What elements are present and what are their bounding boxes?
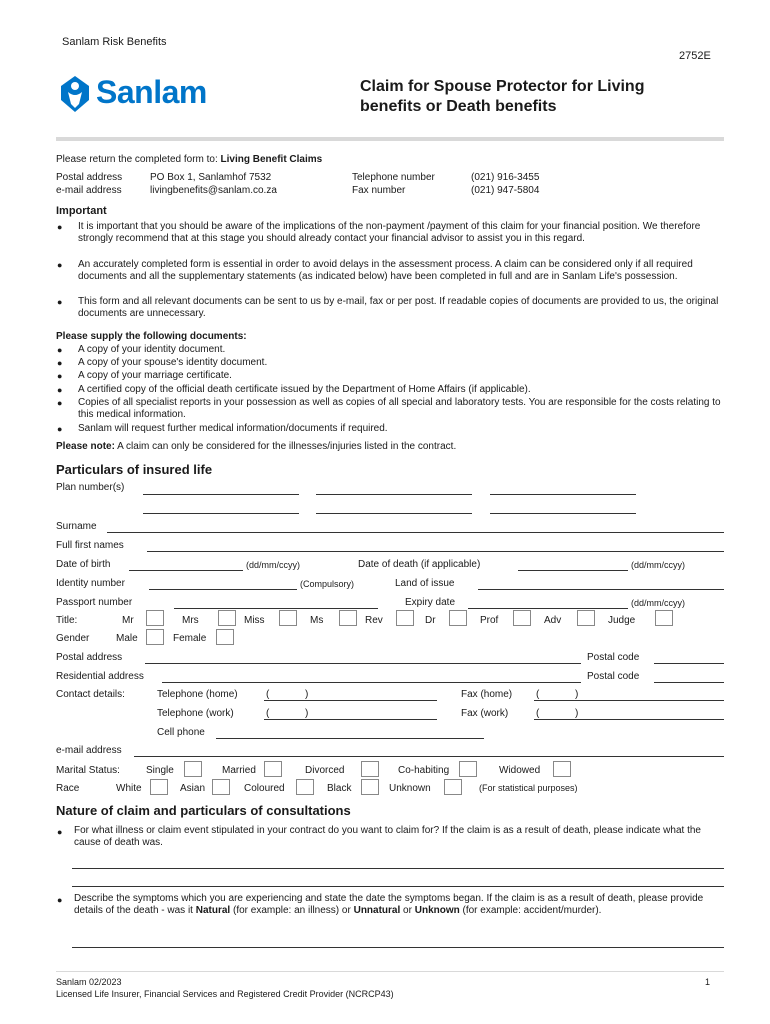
please-note	[56, 441, 456, 452]
important-heading: Important	[56, 205, 107, 217]
title-miss-label: Miss	[244, 615, 265, 626]
dod-format: (dd/mm/ccyy)	[631, 560, 685, 570]
tel-work-label: Telephone (work)	[157, 708, 234, 719]
postal-address-field[interactable]	[145, 663, 581, 664]
marital-married-label: Married	[222, 765, 256, 776]
logo-text: Sanlam	[96, 74, 207, 110]
postal-code-label: Postal code	[587, 652, 640, 663]
sanlam-shield-icon	[58, 74, 92, 114]
first-names-field[interactable]	[147, 551, 724, 552]
important-item-1: It is important that you should be aware of the implications of the non-payment /payment of this claim for your financial position. We therefore strongly recommend that at this stage you should already contact your financial advisor to assist you in this regard.	[78, 221, 701, 244]
marital-widowed-checkbox[interactable]	[553, 761, 571, 777]
dod-label: Date of death (if applicable)	[358, 559, 481, 570]
footer-divider	[56, 971, 724, 972]
q2-text-1: Describe the symptoms which you are experiencing and state the date the symptoms began. If the claim is as a result of death, please provide details of the death - was it	[74, 893, 704, 916]
cell-phone-label: Cell phone	[157, 727, 205, 738]
documents-heading: Please supply the following documents:	[56, 331, 247, 342]
company-name: Sanlam Risk Benefits	[62, 36, 167, 48]
first-names-label: Full first names	[56, 540, 124, 551]
compulsory-note: (Compulsory)	[300, 579, 355, 589]
return-recipient: Living Benefit Claims	[220, 154, 323, 165]
plan-number-field-3[interactable]	[490, 494, 636, 495]
marital-cohabiting-label: Co-habiting	[398, 765, 450, 776]
fax-label: Fax number	[352, 185, 406, 196]
land-of-issue-label: Land of issue	[395, 578, 455, 589]
document-item-5: Copies of all specialist reports in your possession as well as copies of all special and laboratory tests. You are responsible for the costs relating to this medical information.	[78, 397, 721, 420]
bullet-icon: ●	[57, 358, 63, 368]
title-rev-label: Rev	[365, 615, 383, 626]
title-mrs-label: Mrs	[182, 615, 199, 626]
marital-single-label: Single	[146, 765, 174, 776]
tel-work-field[interactable]	[264, 719, 437, 720]
statistical-purposes-note: (For statistical purposes)	[479, 783, 578, 793]
postal-address-label: Postal address	[56, 652, 123, 663]
nature-heading: Nature of claim and particulars of consultations	[56, 803, 351, 818]
race-black-label: Black	[327, 783, 352, 794]
tel-label: Telephone number	[352, 172, 435, 183]
race-unknown-checkbox[interactable]	[444, 779, 462, 795]
q2-text-3: (for example: accident/murder).	[462, 905, 602, 916]
title-label: Title:	[56, 615, 78, 626]
residential-address-label: Residential address	[56, 671, 144, 682]
form-code: 2752E	[679, 50, 711, 62]
id-number-field[interactable]	[149, 589, 297, 590]
title-mr-checkbox[interactable]	[146, 610, 164, 626]
bullet-icon: ●	[57, 222, 63, 232]
nature-question-2	[74, 893, 724, 917]
plan-number-field-2[interactable]	[316, 494, 472, 495]
paren-close: )	[575, 689, 579, 700]
footer-licence: Licensed Life Insurer, Financial Services and Registered Credit Provider (NCRCP43)	[56, 989, 394, 999]
postal-value: PO Box 1, Sanlamhof 7532	[150, 172, 272, 183]
paren-close: )	[305, 689, 309, 700]
race-asian-label: Asian	[180, 783, 206, 794]
nature-answer-2-line-1[interactable]	[72, 947, 724, 948]
email-label: e-mail address	[56, 185, 122, 196]
residential-postal-code-label: Postal code	[587, 671, 640, 682]
title-mrs-checkbox[interactable]	[218, 610, 236, 626]
title-prof-checkbox[interactable]	[513, 610, 531, 626]
nature-question-1: For what illness or claim event stipulated in your contract do you want to claim for? If the claim is as a result of death, please indicate what the cause of death was.	[74, 825, 701, 848]
bullet-icon: ●	[57, 371, 63, 381]
email-address-label: e-mail address	[56, 745, 122, 756]
important-item-3: This form and all relevant documents can be sent to us by e-mail, fax or per post. If readable copies of documents are provided to us, the original documents are unnecessary.	[78, 296, 719, 319]
tel-value: (021) 916-3455	[471, 172, 540, 183]
race-black-checkbox[interactable]	[361, 779, 379, 795]
paren-open: (	[536, 689, 540, 700]
paren-open: (	[536, 708, 540, 719]
q2-text-2: (for example: an illness) or	[232, 905, 351, 916]
plan-numbers-label: Plan number(s)	[56, 482, 125, 493]
dob-field[interactable]	[129, 570, 243, 571]
paren-close: )	[575, 708, 579, 719]
race-label: Race	[56, 783, 80, 794]
expiry-field[interactable]	[468, 608, 628, 609]
plan-number-field-6[interactable]	[490, 513, 636, 514]
race-white-checkbox[interactable]	[150, 779, 168, 795]
postal-label: Postal address	[56, 172, 123, 183]
bullet-icon: ●	[57, 424, 63, 434]
race-white-label: White	[116, 783, 142, 794]
marital-divorced-checkbox[interactable]	[361, 761, 379, 777]
passport-field[interactable]	[174, 608, 378, 609]
gender-male-checkbox[interactable]	[146, 629, 164, 645]
q2-or: or	[403, 905, 412, 916]
document-item-2: A copy of your spouse's identity document.	[78, 357, 268, 368]
title-ms-label: Ms	[310, 615, 324, 626]
title-rev-checkbox[interactable]	[396, 610, 414, 626]
document-item-6: Sanlam will request further medical information/documents if required.	[78, 423, 388, 434]
title-adv-checkbox[interactable]	[577, 610, 595, 626]
title-adv-label: Adv	[544, 615, 562, 626]
postal-code-field[interactable]	[654, 663, 724, 664]
form-title-line1: Claim for Spouse Protector for Living	[360, 78, 645, 95]
bullet-icon: ●	[57, 398, 63, 408]
race-coloured-label: Coloured	[244, 783, 285, 794]
gender-label: Gender	[56, 633, 90, 644]
return-prefix: Please return the completed form to:	[56, 154, 218, 165]
title-judge-checkbox[interactable]	[655, 610, 673, 626]
marital-single-checkbox[interactable]	[184, 761, 202, 777]
document-item-1: A copy of your identity document.	[78, 344, 226, 355]
fax-value: (021) 947-5804	[471, 185, 540, 196]
title-mr-label: Mr	[122, 615, 134, 626]
marital-status-label: Marital Status:	[56, 765, 120, 776]
id-number-label: Identity number	[56, 578, 125, 589]
bullet-icon: ●	[57, 895, 63, 905]
dob-format: (dd/mm/ccyy)	[246, 560, 300, 570]
title-dr-label: Dr	[425, 615, 436, 626]
email-address-field[interactable]	[134, 756, 724, 757]
title-prof-label: Prof	[480, 615, 499, 626]
expiry-label: Expiry date	[405, 597, 456, 608]
tel-home-field[interactable]	[264, 700, 437, 701]
surname-field[interactable]	[107, 532, 724, 533]
fax-home-field[interactable]	[534, 700, 724, 701]
contact-details-label: Contact details:	[56, 689, 125, 700]
plan-number-field-5[interactable]	[316, 513, 472, 514]
note-label: Please note:	[56, 441, 115, 452]
residential-postal-code-field[interactable]	[654, 682, 724, 683]
marital-cohabiting-checkbox[interactable]	[459, 761, 477, 777]
fax-work-label: Fax (work)	[461, 708, 509, 719]
land-of-issue-field[interactable]	[478, 589, 724, 590]
insured-heading: Particulars of insured life	[56, 462, 213, 477]
nature-answer-1-line-1[interactable]	[72, 868, 724, 869]
q2-unnatural: Unnatural	[353, 905, 401, 916]
residential-address-field[interactable]	[162, 682, 581, 683]
race-unknown-label: Unknown	[389, 783, 431, 794]
title-judge-label: Judge	[608, 615, 636, 626]
gender-female-checkbox[interactable]	[216, 629, 234, 645]
race-asian-checkbox[interactable]	[212, 779, 230, 795]
q2-unknown: Unknown	[414, 905, 460, 916]
note-text: A claim can only be considered for the illnesses/injuries listed in the contract.	[117, 441, 457, 452]
email-value[interactable]: livingbenefits@sanlam.co.za	[150, 185, 277, 196]
dob-label: Date of birth	[56, 559, 111, 570]
bullet-icon: ●	[57, 345, 63, 355]
dod-field[interactable]	[518, 570, 628, 571]
paren-open: (	[266, 689, 270, 700]
race-coloured-checkbox[interactable]	[296, 779, 314, 795]
marital-divorced-label: Divorced	[305, 765, 345, 776]
gender-female-label: Female	[173, 633, 207, 644]
surname-label: Surname	[56, 521, 97, 532]
paren-open: (	[266, 708, 270, 719]
bullet-icon: ●	[57, 260, 63, 270]
form-title-line2: benefits or Death benefits	[360, 98, 557, 115]
expiry-format: (dd/mm/ccyy)	[631, 598, 685, 608]
title-dr-checkbox[interactable]	[449, 610, 467, 626]
nature-answer-1-line-2[interactable]	[72, 886, 724, 887]
footer-version: Sanlam 02/2023	[56, 977, 122, 987]
important-item-2: An accurately completed form is essential in order to avoid delays in the assessment process. A claim can be considered only if all required documents and all the supplementary statements (as indicated below) have been completed in full and are in Sanlam Life's possession.	[78, 259, 693, 282]
document-item-4: A certified copy of the official death certificate issued by the Department of Home Affairs (if applicable).	[78, 384, 531, 395]
tel-home-label: Telephone (home)	[157, 689, 238, 700]
document-item-3: A copy of your marriage certificate.	[78, 370, 232, 381]
bullet-icon: ●	[57, 385, 63, 395]
marital-married-checkbox[interactable]	[264, 761, 282, 777]
title-miss-checkbox[interactable]	[279, 610, 297, 626]
q2-natural: Natural	[195, 905, 231, 916]
fax-home-label: Fax (home)	[461, 689, 513, 700]
bullet-icon: ●	[57, 827, 63, 837]
header-divider	[56, 137, 724, 141]
plan-number-field-4[interactable]	[143, 513, 299, 514]
title-ms-checkbox[interactable]	[339, 610, 357, 626]
passport-label: Passport number	[56, 597, 133, 608]
gender-male-label: Male	[116, 633, 138, 644]
paren-close: )	[305, 708, 309, 719]
page-number: 1	[705, 977, 711, 987]
return-instructions	[56, 154, 322, 165]
fax-work-field[interactable]	[534, 719, 724, 720]
cell-phone-field[interactable]	[216, 738, 484, 739]
plan-number-field-1[interactable]	[143, 494, 299, 495]
sanlam-logo	[58, 72, 238, 118]
marital-widowed-label: Widowed	[499, 765, 541, 776]
bullet-icon: ●	[57, 297, 63, 307]
